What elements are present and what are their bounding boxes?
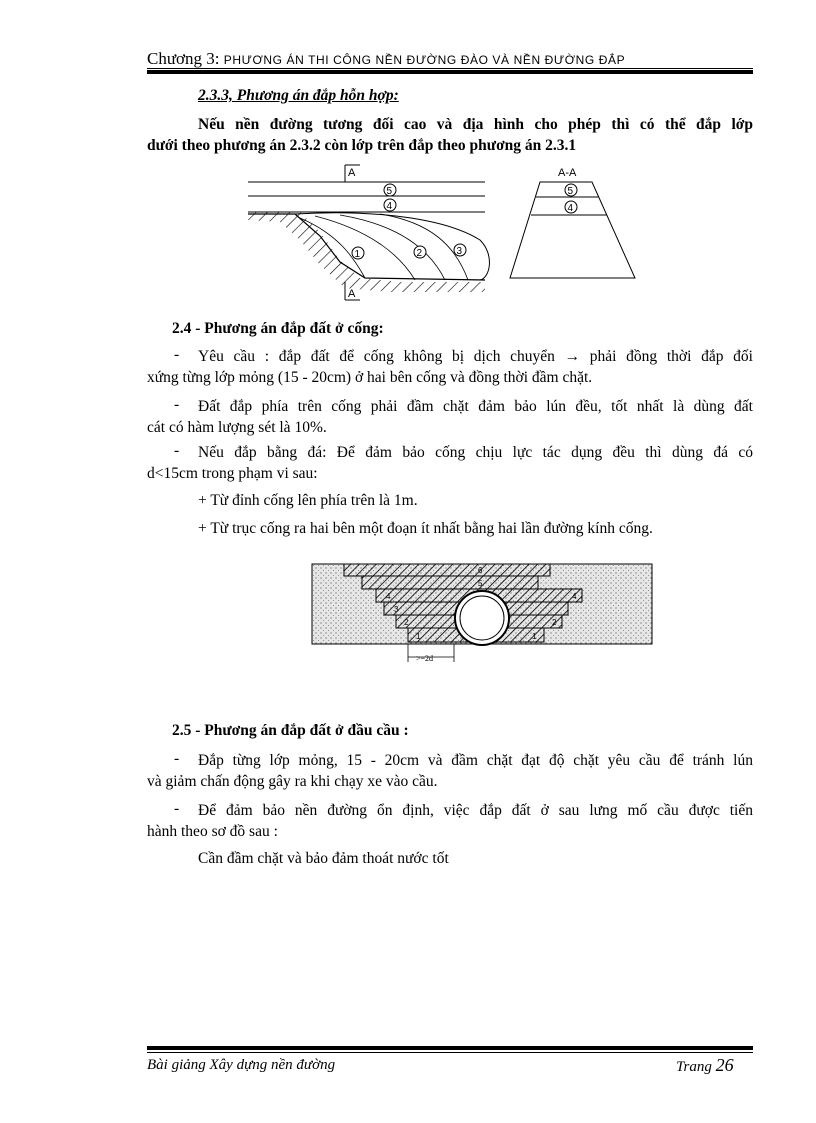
svg-text:3: 3 — [394, 605, 399, 614]
bullet-dash: - — [174, 346, 180, 363]
section-25-item1-line1: Đắp từng lớp mỏng, 15 - 20cm và đầm chặt đạt độ chặt yêu cầu để tránh lún — [198, 752, 753, 769]
svg-text:2: 2 — [404, 618, 409, 627]
svg-text:4: 4 — [567, 203, 574, 214]
svg-text:2: 2 — [416, 248, 423, 259]
svg-text:1: 1 — [354, 249, 361, 260]
svg-text:1: 1 — [416, 632, 421, 641]
footer-rule-thick — [147, 1046, 753, 1050]
section-233-para-line1: Nếu nền đường tương đối cao và địa hình cho phép thì có thể đắp lớp — [198, 116, 753, 133]
dimension-label: >=2d — [416, 654, 434, 663]
section-24-title: 2.4 - Phương án đắp đất ở cống: — [172, 320, 384, 337]
page-header — [147, 49, 625, 69]
svg-text:5: 5 — [386, 186, 393, 197]
section-24-item3-line2: d<15cm trong phạm vi sau: — [147, 465, 318, 482]
section-24-item3-line1: Nếu đắp bằng đá: Để đảm bảo cống chịu lực tác dụng đều thì dùng đá có — [198, 444, 753, 461]
section-25-note: Cần đầm chặt và bảo đảm thoát nước tốt — [198, 850, 449, 867]
svg-text:4: 4 — [386, 592, 391, 601]
section-24-item2-line1: Đất đắp phía trên cống phải đầm chặt đảm bảo lún đều, tốt nhất là dùng đất — [198, 398, 753, 415]
section-25-item1-line2: và giảm chấn động gây ra khi chạy xe vào cầu. — [147, 773, 438, 790]
svg-text:6: 6 — [478, 566, 483, 575]
section-25-item2-line2: hành theo sơ đồ sau : — [147, 823, 278, 840]
label-a-bottom: A — [348, 288, 356, 300]
label-section-aa: A-A — [558, 167, 577, 179]
svg-text:4: 4 — [572, 592, 577, 601]
fill-layer-5 — [362, 576, 538, 589]
svg-text:5: 5 — [478, 579, 483, 588]
footer-rule-thin — [147, 1052, 753, 1053]
bullet-dash: - — [174, 750, 180, 767]
section-24-item2-line2: cát có hàm lượng sét là 10%. — [147, 419, 327, 436]
section-233-para-line2: dưới theo phương án 2.3.2 còn lớp trên đắp theo phương án 2.3.1 — [147, 137, 577, 154]
section-24-sub2: + Từ trục cống ra hai bên một đoạn ít nhất bằng hai lần đường kính cống. — [198, 520, 653, 537]
section-25-title: 2.5 - Phương án đắp đất ở đầu cầu : — [172, 722, 409, 739]
chapter-prefix: Chương 3: — [147, 49, 220, 68]
footer-page — [676, 1055, 734, 1076]
bullet-dash: - — [174, 396, 180, 413]
section-24-item1-line1: Yêu cầu : đắp đất để cống không bị dịch chuyển → phải đồng thời đắp đối — [198, 348, 753, 365]
footer-page-number: 26 — [715, 1055, 734, 1075]
svg-text:1: 1 — [532, 632, 537, 641]
embankment-diagram — [240, 160, 660, 305]
footer-course: Bài giảng Xây dựng nền đường — [147, 1057, 336, 1073]
bullet-dash: - — [174, 800, 180, 817]
svg-text:4: 4 — [386, 201, 393, 212]
header-rule-thick — [147, 70, 753, 74]
svg-text:2: 2 — [552, 618, 557, 627]
fill-layer-6 — [344, 564, 550, 576]
svg-text:5: 5 — [567, 186, 574, 197]
culvert-diagram — [310, 562, 656, 668]
chapter-title: PHƯƠNG ÁN THI CÔNG NỀN ĐƯỜNG ĐÀO VÀ NỀN ĐƯỜNG ĐẮP — [223, 53, 626, 67]
bullet-dash: - — [174, 442, 180, 459]
svg-text:3: 3 — [456, 246, 463, 257]
section-24-item1-line2: xứng từng lớp mỏng (15 - 20cm) ở hai bên cống và đồng thời đầm chặt. — [147, 369, 593, 386]
label-a-top: A — [348, 167, 356, 179]
header-rule-thin — [147, 68, 753, 69]
section-233-title: 2.3.3, Phương án đắp hỗn hợp: — [198, 87, 399, 104]
footer-page-label: Trang — [676, 1059, 712, 1075]
section-25-item2-line1: Để đảm bảo nền đường ổn định, việc đắp đất ở sau lưng mố cầu được tiến — [198, 802, 753, 819]
section-24-sub1: + Từ đỉnh cống lên phía trên là 1m. — [198, 492, 418, 509]
